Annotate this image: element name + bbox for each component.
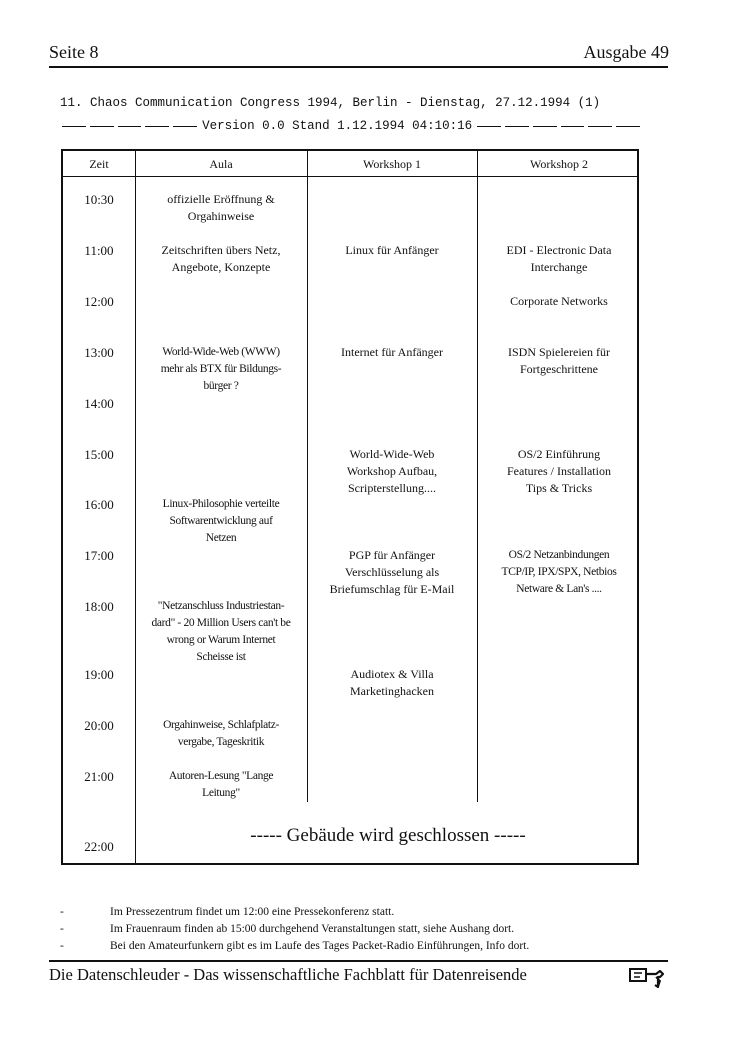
time-slot: 22:00 xyxy=(84,839,114,854)
version-line xyxy=(60,119,642,133)
time-slot: 21:00 xyxy=(84,769,114,784)
schedule-table xyxy=(61,149,639,865)
header-rule xyxy=(49,66,668,68)
aula-session: "Netzanschluss Industriestan- dard" - 20 Million Users can't be wrong or Warum Internet Scheisse ist xyxy=(151,600,291,663)
dash-rule xyxy=(477,126,501,127)
aula-session: Autoren-Lesung "Lange Leitung" xyxy=(168,770,274,799)
dash-rule xyxy=(173,126,197,127)
dash-rule xyxy=(616,126,640,127)
header-row-rule xyxy=(63,176,637,177)
time-slot: 10:30 xyxy=(84,192,114,207)
note-bullet: - xyxy=(60,906,64,918)
note-text: Im Pressezentrum findet um 12:00 eine Pressekonferenz statt. xyxy=(110,906,395,918)
time-slot: 12:00 xyxy=(84,294,114,309)
dash-rule xyxy=(505,126,529,127)
dash-rule xyxy=(118,126,142,127)
column-header-workshop-2: Workshop 2 xyxy=(529,157,589,171)
workshop-2-session: Corporate Networks xyxy=(510,294,608,308)
dash-rule xyxy=(145,126,169,127)
footer-rule xyxy=(49,960,668,962)
aula-session: Linux-Philosophie verteilte Softwarentwicklung auf Netzen xyxy=(162,498,280,544)
note-text: Bei den Amateurfunkern gibt es im Laufe des Tages Packet-Radio Einführungen, Info dort. xyxy=(110,940,530,952)
workshop-1-session: World-Wide-Web Workshop Aufbau, Scripterstellung.... xyxy=(346,447,438,495)
column-header-workshop-1: Workshop 1 xyxy=(362,157,422,171)
dash-rule xyxy=(561,126,585,127)
version-text: Version 0.0 Stand 1.12.1994 04:10:16 xyxy=(202,119,473,133)
column-header-aula: Aula xyxy=(209,157,233,171)
dash-rule xyxy=(62,126,86,127)
workshop-2-session: EDI - Electronic Data Interchange xyxy=(506,243,612,274)
aula-session: World-Wide-Web (WWW) mehr als BTX für Bildungs- bürger ? xyxy=(160,346,282,392)
note-bullet: - xyxy=(60,923,64,935)
note-item xyxy=(60,906,660,918)
workshop-1-session: PGP für Anfänger Verschlüsselung als Briefumschlag für E-Mail xyxy=(329,548,455,596)
note-bullet: - xyxy=(60,940,64,952)
note-text: Im Frauenraum finden ab 15:00 durchgehend Veranstaltungen statt, siehe Aushang dort. xyxy=(110,923,515,935)
workshop-1-session: Audiotex & Villa Marketinghacken xyxy=(350,667,434,698)
time-slot: 14:00 xyxy=(84,396,114,411)
dash-rule xyxy=(533,126,557,127)
workshop-2-session: OS/2 Einführung Features / Installation Tips & Tricks xyxy=(507,447,611,495)
workshop-1-session: Linux für Anfänger xyxy=(345,243,439,257)
note-item xyxy=(60,940,660,952)
aula-session: offizielle Eröffnung & Orgahinweise xyxy=(167,192,275,223)
aula-session: Zeitschriften übers Netz, Angebote, Konzepte xyxy=(161,243,281,274)
workshop-2-session: ISDN Spielereien für Fortgeschrittene xyxy=(508,345,610,376)
dash-rule xyxy=(588,126,612,127)
building-closed-notice: ----- Gebäude wird geschlossen ----- xyxy=(250,825,526,846)
event-title-line: 11. Chaos Communication Congress 1994, Berlin - Dienstag, 27.12.1994 (1) xyxy=(60,96,601,110)
workshop-2-session: OS/2 Netzanbindungen TCP/IP, IPX/SPX, Netbios Netware & Lan's .... xyxy=(501,549,617,595)
issue-number: Ausgabe 49 xyxy=(583,42,669,62)
note-item xyxy=(60,923,660,935)
aula-session: Orgahinweise, Schlafplatz- vergabe, Tageskritik xyxy=(163,719,279,748)
chaos-computer-club-logo-icon xyxy=(628,966,668,1001)
footer-title: Die Datenschleuder - Das wissenschaftliche Fachblatt für Datenreisende xyxy=(49,965,527,984)
time-slot: 13:00 xyxy=(84,345,114,360)
time-slot: 15:00 xyxy=(84,447,114,462)
time-slot: 17:00 xyxy=(84,548,114,563)
dash-rule xyxy=(90,126,114,127)
time-slot: 16:00 xyxy=(84,497,114,512)
time-slot: 20:00 xyxy=(84,718,114,733)
column-header-zeit: Zeit xyxy=(89,157,109,171)
time-slot: 18:00 xyxy=(84,599,114,614)
workshop-1-session: Internet für Anfänger xyxy=(341,345,443,359)
page-number: Seite 8 xyxy=(49,42,99,62)
time-slot: 19:00 xyxy=(84,667,114,682)
time-slot: 11:00 xyxy=(84,243,114,258)
